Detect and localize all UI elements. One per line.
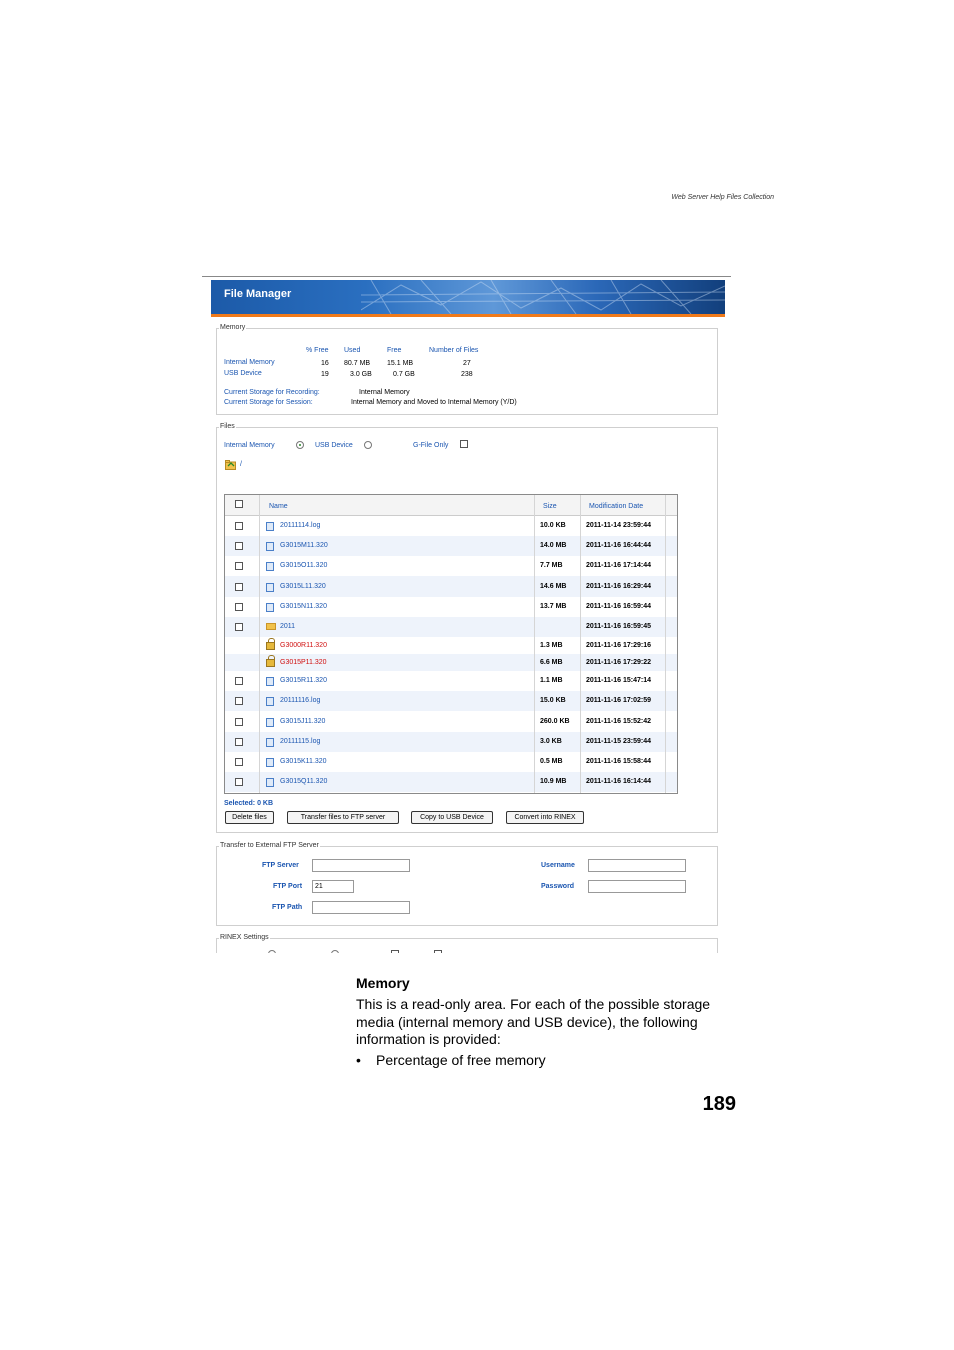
session-label: Current Storage for Session: — [224, 399, 313, 406]
row-checkbox[interactable] — [235, 583, 243, 591]
col-used: Used — [344, 347, 361, 354]
file-name[interactable]: G3015M11.320 — [280, 542, 328, 549]
file-icon — [266, 738, 274, 747]
row-checkbox[interactable] — [235, 623, 243, 631]
table-row[interactable] — [225, 711, 677, 732]
rinex-radio[interactable] — [331, 950, 339, 953]
rinex-radio[interactable] — [268, 950, 276, 953]
table-row[interactable] — [225, 732, 677, 752]
table-row[interactable] — [225, 576, 677, 597]
file-date: 2011-11-16 16:44:44 — [586, 542, 651, 549]
column-divider — [534, 495, 535, 793]
file-icon — [266, 522, 274, 531]
ftp-server-input[interactable] — [312, 859, 410, 872]
selected-size: Selected: 0 KB — [224, 800, 274, 807]
page-number: 189 — [702, 1093, 736, 1115]
g-file-only-label: G-File Only — [413, 442, 449, 449]
file-name[interactable]: 20111115.log — [280, 738, 321, 745]
file-size: 14.0 MB — [540, 542, 567, 549]
file-size: 7.7 MB — [540, 562, 563, 569]
file-name[interactable]: G3015P11.320 — [280, 659, 327, 666]
row-checkbox[interactable] — [235, 718, 243, 726]
bullet-item — [356, 1052, 546, 1068]
file-size: 1.1 MB — [540, 677, 563, 684]
file-size: 260.0 KB — [540, 718, 570, 725]
rinex-panel — [216, 934, 718, 953]
recording-label: Current Storage for Recording: — [224, 389, 320, 396]
usb-device-radio[interactable] — [364, 441, 372, 449]
section-title: Memory — [356, 975, 410, 991]
table-row[interactable] — [225, 691, 677, 711]
file-size: 6.6 MB — [540, 659, 563, 666]
file-icon — [266, 718, 274, 727]
file-date: 2011-11-14 23:59:44 — [586, 522, 651, 529]
memory-row-free: 0.7 GB — [393, 371, 415, 378]
memory-row-pct: 19 — [321, 371, 329, 378]
bullet-text: Percentage of free memory — [376, 1052, 546, 1068]
file-date: 2011-11-16 16:29:44 — [586, 583, 651, 590]
row-checkbox[interactable] — [235, 542, 243, 550]
password-input[interactable] — [588, 880, 686, 893]
session-value: Internal Memory and Moved to Internal Memory (Y/D) — [351, 399, 517, 406]
files-legend: Files — [220, 423, 235, 430]
g-file-only-checkbox[interactable] — [460, 440, 468, 448]
file-icon — [266, 758, 274, 767]
transfer-ftp-button[interactable]: Transfer files to FTP server — [287, 811, 399, 824]
file-name[interactable]: 20111114.log — [280, 522, 321, 529]
file-date: 2011-11-16 17:29:16 — [586, 642, 651, 649]
file-name[interactable]: G3015J11.320 — [280, 718, 326, 725]
rinex-checkbox[interactable] — [391, 950, 399, 953]
memory-row-used: 80.7 MB — [344, 360, 371, 367]
row-checkbox[interactable] — [235, 758, 243, 766]
ftp-panel — [216, 842, 718, 926]
table-row[interactable] — [225, 637, 677, 654]
table-row[interactable] — [225, 671, 677, 691]
file-date: 2011-11-16 15:47:14 — [586, 677, 651, 684]
current-path[interactable]: / — [240, 461, 242, 468]
file-icon — [266, 677, 274, 686]
file-date: 2011-11-16 15:58:44 — [586, 758, 651, 765]
lock-icon — [266, 642, 275, 650]
copy-usb-button[interactable]: Copy to USB Device — [411, 811, 493, 824]
row-checkbox[interactable] — [235, 522, 243, 530]
file-manager-banner — [211, 280, 725, 314]
row-checkbox[interactable] — [235, 603, 243, 611]
file-name[interactable]: G3015L11.320 — [280, 583, 326, 590]
file-icon — [266, 603, 274, 612]
header-size[interactable]: Size — [543, 503, 557, 510]
file-size: 10.0 KB — [540, 522, 566, 529]
username-label: Username — [541, 862, 575, 869]
file-date: 2011-11-16 16:59:45 — [586, 623, 651, 630]
map-pattern-icon — [361, 280, 725, 314]
row-checkbox[interactable] — [235, 677, 243, 685]
page-title: File Manager — [224, 288, 292, 300]
header-rule — [202, 276, 731, 277]
file-name[interactable]: G3015R11.320 — [280, 677, 327, 684]
memory-row-free: 15.1 MB — [387, 360, 414, 367]
file-name[interactable]: G3015Q11.320 — [280, 778, 328, 785]
usb-device-label: USB Device — [315, 442, 353, 449]
memory-row-files: 238 — [461, 371, 473, 378]
file-date: 2011-11-16 17:14:44 — [586, 562, 651, 569]
file-date: 2011-11-15 23:59:44 — [586, 738, 651, 745]
memory-row-label: Internal Memory — [224, 359, 275, 366]
file-size: 14.6 MB — [540, 583, 567, 590]
memory-legend: Memory — [220, 324, 246, 331]
table-row[interactable] — [225, 536, 677, 556]
recording-value: Internal Memory — [359, 389, 410, 396]
file-name[interactable]: 2011 — [280, 623, 296, 630]
row-checkbox[interactable] — [235, 697, 243, 705]
col-number-of-files: Number of Files — [429, 347, 479, 354]
ftp-port-input[interactable]: 21 — [312, 880, 354, 893]
file-date: 2011-11-16 17:29:22 — [586, 659, 651, 666]
file-size: 10.9 MB — [540, 778, 567, 785]
memory-row-pct: 16 — [321, 360, 329, 367]
file-manager-screenshot — [210, 280, 726, 953]
table-header — [225, 495, 677, 516]
folder-up-icon[interactable] — [225, 460, 236, 470]
file-date: 2011-11-16 15:52:42 — [586, 718, 651, 725]
ftp-legend: Transfer to External FTP Server — [220, 842, 319, 849]
ftp-path-input[interactable] — [312, 901, 410, 914]
file-date: 2011-11-16 17:02:59 — [586, 697, 651, 704]
ftp-path-label: FTP Path — [272, 904, 303, 911]
bullet-dot-icon: • — [356, 1052, 361, 1068]
column-divider — [665, 495, 666, 793]
row-checkbox[interactable] — [235, 738, 243, 746]
file-size: 0.5 MB — [540, 758, 563, 765]
memory-row-label: USB Device — [224, 370, 262, 377]
table-row[interactable] — [225, 556, 677, 576]
header-date[interactable]: Modification Date — [589, 503, 644, 510]
file-icon — [266, 583, 274, 592]
file-size: 15.0 KB — [540, 697, 566, 704]
lock-icon — [266, 659, 275, 667]
folder-icon — [266, 623, 276, 630]
col-free: Free — [387, 347, 402, 354]
table-row[interactable] — [225, 654, 677, 671]
memory-row-files: 27 — [463, 360, 471, 367]
rinex-checkbox[interactable] — [434, 950, 442, 953]
file-name[interactable]: G3000R11.320 — [280, 642, 327, 649]
select-all-checkbox[interactable] — [235, 500, 243, 508]
row-checkbox[interactable] — [235, 562, 243, 570]
table-row[interactable] — [225, 515, 677, 536]
files-panel — [216, 423, 718, 833]
file-name[interactable]: G3015K11.320 — [280, 758, 327, 765]
row-checkbox[interactable] — [235, 778, 243, 786]
file-size: 1.3 MB — [540, 642, 563, 649]
column-divider — [259, 495, 260, 793]
delete-files-button[interactable]: Delete files — [225, 811, 274, 824]
ftp-port-label: FTP Port — [273, 883, 303, 890]
memory-row-used: 3.0 GB — [350, 371, 372, 378]
ftp-server-label: FTP Server — [262, 862, 299, 869]
file-icon — [266, 562, 274, 571]
table-row[interactable] — [225, 772, 677, 792]
internal-memory-radio[interactable] — [296, 441, 304, 449]
file-date: 2011-11-16 16:14:44 — [586, 778, 651, 785]
col-pct-free: % Free — [306, 347, 329, 354]
file-icon — [266, 697, 274, 706]
file-icon — [266, 542, 274, 551]
file-name[interactable]: G3015N11.320 — [280, 603, 327, 610]
header-name[interactable]: Name — [269, 503, 288, 510]
table-row[interactable] — [225, 597, 677, 617]
internal-memory-label: Internal Memory — [224, 442, 275, 449]
section-paragraph: This is a read-only area. For each of the possible storage media (internal memory and USB device), the following information is provided: — [356, 996, 711, 1047]
file-size: 3.0 KB — [540, 738, 562, 745]
password-label: Password — [541, 883, 575, 890]
file-icon — [266, 778, 274, 787]
convert-rinex-button[interactable]: Convert into RINEX — [506, 811, 584, 824]
username-input[interactable] — [588, 859, 686, 872]
file-date: 2011-11-16 16:59:44 — [586, 603, 651, 610]
table-row[interactable] — [225, 752, 677, 772]
file-size: 13.7 MB — [540, 603, 567, 610]
file-name[interactable]: 20111116.log — [280, 697, 321, 704]
file-table — [224, 494, 678, 794]
file-name[interactable]: G3015O11.320 — [280, 562, 328, 569]
column-divider — [580, 495, 581, 793]
memory-panel — [216, 324, 718, 415]
banner-accent-bar — [211, 314, 725, 317]
table-row[interactable] — [225, 617, 677, 637]
running-header: Web Server Help Files Collection — [671, 194, 774, 201]
rinex-legend: RINEX Settings — [220, 934, 269, 941]
